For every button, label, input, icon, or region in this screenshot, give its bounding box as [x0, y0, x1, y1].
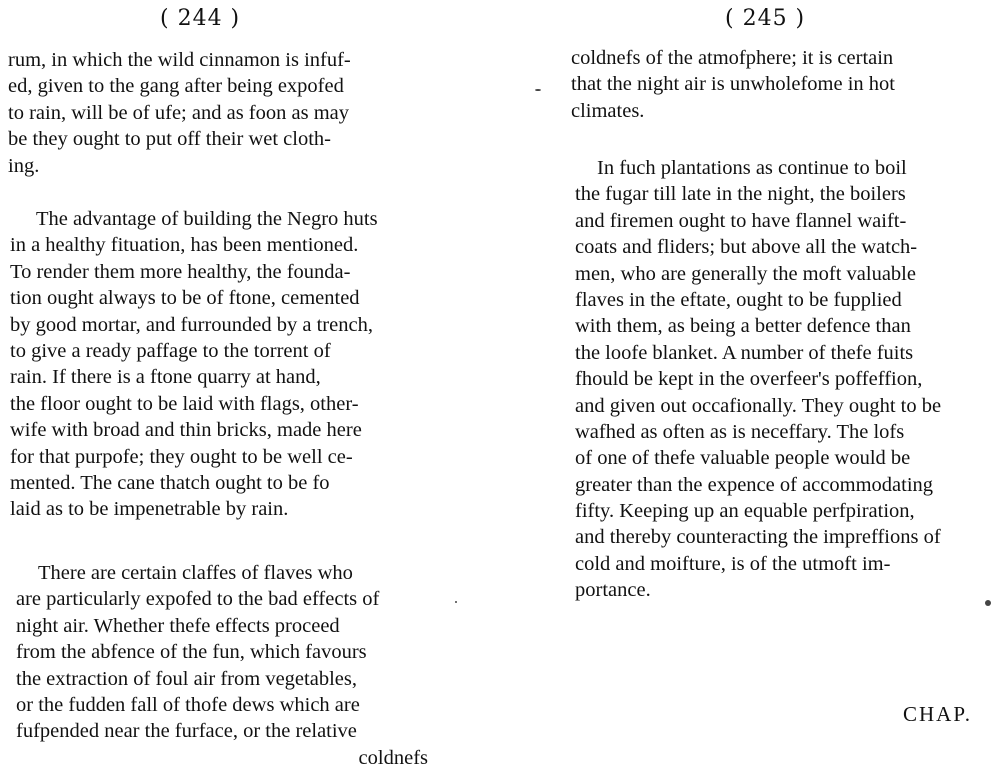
right-page [535, 0, 1000, 773]
text-line: rain. If there is a ftone quarry at hand, [10, 366, 321, 389]
text-line: the floor ought to be laid with flags, other- [10, 392, 359, 415]
text-line: To render them more healthy, the founda- [10, 260, 351, 283]
text-line: from the abfence of the fun, which favours [16, 641, 367, 664]
text-line: There are certain claffes of flaves who [38, 562, 353, 584]
text-line: ed, given to the gang after being expofed [8, 75, 344, 98]
text-line: that the night air is unwholefome in hot [571, 73, 895, 96]
text-line: with them, as being a better defence than [575, 315, 911, 338]
text-line: are particularly expofed to the bad effects of [16, 588, 380, 611]
text-line: by good mortar, and furrounded by a trench, [10, 313, 373, 336]
text-line: and thereby counteracting the impreffions of [575, 526, 941, 549]
text-line: cold and moifture, is of the utmoft im- [575, 552, 891, 575]
text-line: coldnefs of the atmofphere; it is certain [571, 47, 894, 69]
text-line: rum, in which the wild cinnamon is infuf- [8, 49, 351, 71]
left-paragraph-3 [16, 560, 428, 771]
text-line: wife with broad and thin bricks, made here [10, 419, 362, 442]
left-paragraph-2 [10, 206, 430, 523]
text-line: wafhed as often as is neceffary. The lofs [575, 420, 905, 443]
ink-speck [985, 600, 991, 606]
catchword-line: coldnefs [358, 746, 428, 769]
text-line: in a healthy fituation, has been mentioned. [10, 234, 359, 257]
left-page [0, 0, 470, 773]
left-page-number: ( 244 ) [160, 6, 241, 31]
text-line: of one of thefe valuable people would be [575, 447, 911, 470]
text-line: tion ought always to be of ftone, cemented [10, 287, 360, 310]
text-line: and given out occafionally. They ought to be [575, 394, 942, 417]
right-catchword: CHAP. [903, 702, 972, 726]
left-paragraph-1 [8, 47, 428, 179]
text-line: the fugar till late in the night, the boilers [575, 183, 906, 206]
right-paragraph-2 [575, 155, 990, 604]
right-page-number: ( 245 ) [725, 6, 806, 31]
text-line: men, who are generally the moft valuable [575, 262, 916, 285]
text-line: fufpended near the furface, or the relative [16, 720, 357, 743]
ink-speck [535, 89, 541, 91]
text-line: and firemen ought to have flannel waift- [575, 209, 907, 232]
text-line: for that purpofe; they ought to be well ce- [10, 445, 353, 468]
text-line: greater than the expence of accommodating [575, 473, 934, 496]
text-line: fifty. Keeping up an equable perfpiration, [575, 500, 915, 523]
ink-speck [455, 601, 457, 603]
text-line: laid as to be impenetrable by rain. [10, 498, 289, 521]
text-line: the extraction of foul air from vegetables, [16, 667, 357, 690]
text-line: mented. The cane thatch ought to be fo [10, 471, 330, 494]
text-line: to give a ready paffage to the torrent of [10, 339, 331, 362]
text-line: In fuch plantations as continue to boil [597, 157, 907, 179]
text-line: climates. [571, 99, 645, 122]
text-line: flaves in the eftate, ought to be fupplied [575, 288, 902, 311]
text-line: fhould be kept in the overfeer's poffeffion, [575, 368, 923, 391]
text-line: be they ought to put off their wet cloth- [8, 128, 331, 151]
text-line: ing. [8, 154, 40, 177]
right-paragraph-1 [571, 45, 981, 124]
text-line: portance. [575, 579, 651, 602]
text-line: night air. Whether thefe effects proceed [16, 614, 340, 637]
text-line: The advantage of building the Negro huts [36, 208, 378, 230]
text-line: or the fudden fall of thofe dews which are [16, 693, 360, 716]
text-line: the loofe blanket. A number of thefe fuits [575, 341, 914, 364]
text-line: coats and fliders; but above all the watch- [575, 236, 918, 259]
text-line: to rain, will be of ufe; and as foon as may [8, 101, 350, 124]
